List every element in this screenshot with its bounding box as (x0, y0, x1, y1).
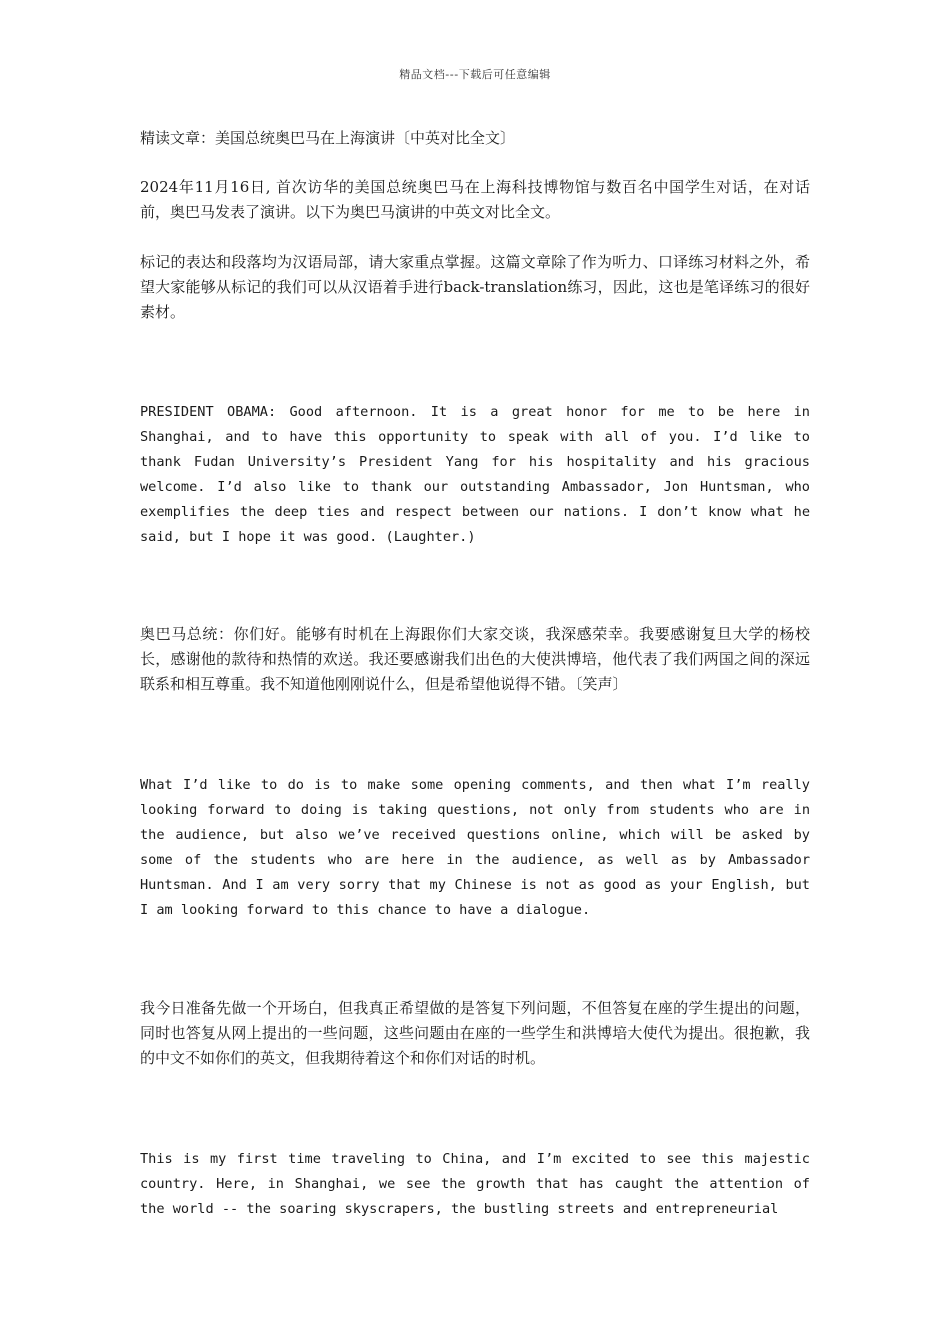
article-title: 精读文章：美国总统奥巴马在上海演讲〔中英对比全文〕 (140, 129, 516, 147)
chinese-paragraph: 奥巴马总统：你们好。能够有时机在上海跟你们大家交谈，我深感荣幸。我要感谢复旦大学的杨校长，感谢他的款待和热情的欢送。我还要感谢我们出色的大使洪博培，他代表了我们两国之间的深远联系和相互尊重。我不知道他刚刚说什么，但是希望他说得不错。〔笑声〕 (140, 625, 810, 693)
page-header: 精品文档---下载后可任意编辑 (399, 68, 551, 81)
chinese-paragraph: 我今日准备先做一个开场白，但我真正希望做的是答复下列问题，不但答复在座的学生提出的问题，同时也答复从网上提出的一些问题，这些问题由在座的一些学生和洪博培大使代为提出。很抱歉，我的中文不如你们的英文，但我期待着这个和你们对话的时机。 (140, 999, 810, 1067)
study-note-paragraph: 标记的表达和段落均为汉语局部，请大家重点掌握。这篇文章除了作为听力、口译练习材料之外，希望大家能够从标记的我们可以从汉语着手进行back-translation练习，因此，这也是笔译练习的很好素材。 (140, 253, 810, 321)
english-paragraph: PRESIDENT OBAMA: Good afternoon. It is a great honor for me to be here in Shanghai, and to have this opportunity to speak with all of you. I’d like to thank Fudan University’s President Yang for his hospitality and his gracious welcome. I’d also like to thank our outstanding Ambassador, Jon Huntsman, who exemplifies the deep ties and respect between our nations. I don’t know what he said, but I hope it was good. (Laughter.) (140, 404, 810, 545)
intro-paragraph: 2024年11月16日, 首次访华的美国总统奥巴马在上海科技博物馆与数百名中国学生对话，在对话前，奥巴马发表了演讲。以下为奥巴马演讲的中英文对比全文。 (140, 178, 810, 221)
english-paragraph: What I’d like to do is to make some opening comments, and then what I’m really looking forward to doing is taking questions, not only from students who are in the audience, but also we’ve received questions online, which will be asked by some of the students who are here in the audience, as well as by Ambassador Huntsman. And I am very sorry that my Chinese is not as good as your English, but I am looking forward to this chance to have a dialogue. (140, 777, 810, 918)
english-paragraph: This is my first time traveling to China, and I’m excited to see this majestic country. Here, in Shanghai, we see the growth that has caught the attention of the world -- the soaring skyscrapers, the bustling streets and entrepreneurial (140, 1151, 810, 1217)
